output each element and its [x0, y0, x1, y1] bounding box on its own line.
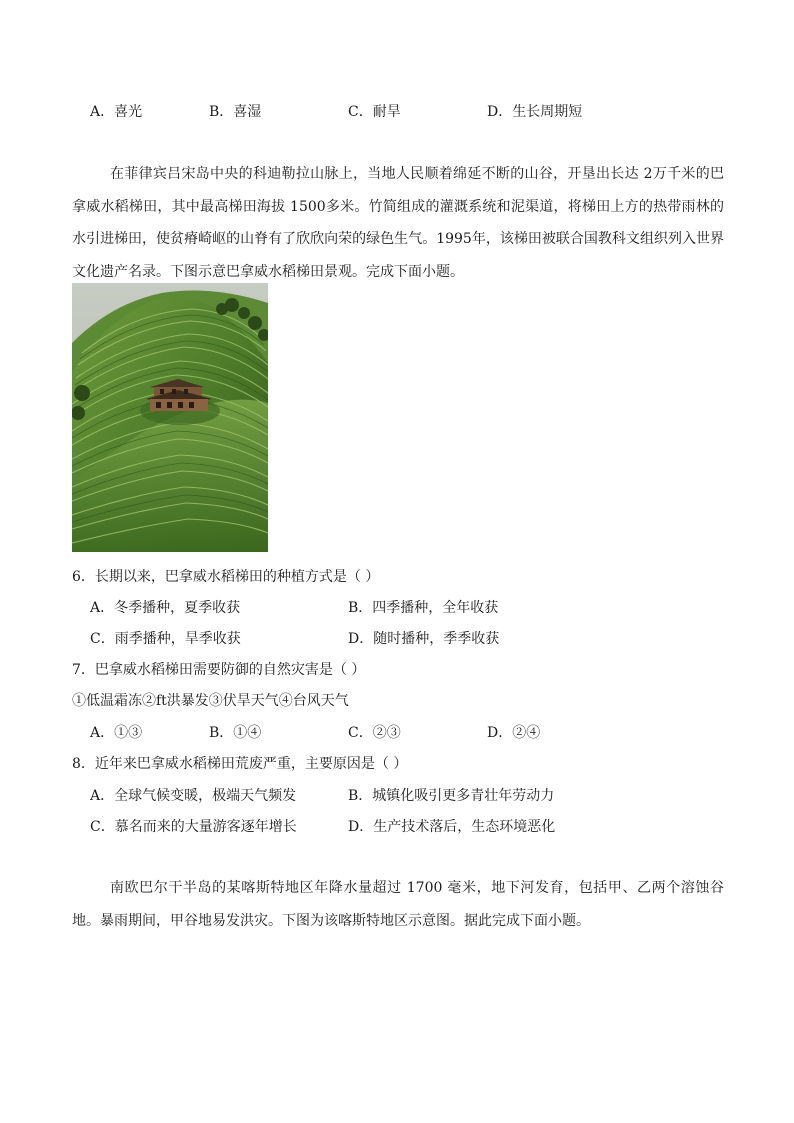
q6-option-c: C．雨季播种，旱季收获 — [90, 631, 241, 647]
q6-option-b: B．四季播种，全年收获 — [348, 600, 499, 616]
q6-option-d: D．随时播种，季季收获 — [348, 631, 500, 647]
q8-stem: 8．近年来巴拿威水稻梯田荒废严重，主要原因是（ ） — [72, 756, 408, 772]
q7-option-d: D．②④ — [487, 725, 541, 741]
q8-option-c: C．慕名而来的大量游客逐年增长 — [90, 819, 297, 835]
q5-option-b: B．喜湿 — [209, 104, 262, 120]
q8-option-b: B．城镇化吸引更多青壮年劳动力 — [348, 788, 555, 804]
passage-balkan-karst: 南欧巴尔干半岛的某喀斯特地区年降水量超过 1700 毫米，地下河发育，包括甲、乙两个溶蚀谷地。暴雨期间，甲谷地易发洪灾。下图为该喀斯特地区示意图。据此完成下面小题。 — [72, 880, 724, 929]
q7-option-c: C．②③ — [348, 725, 401, 741]
q8-option-d: D．生产技术落后，生态环境恶化 — [348, 819, 556, 835]
q6-option-a: A．冬季播种，夏季收获 — [90, 600, 241, 616]
q8-option-a: A．全球气候变暖，极端天气频发 — [90, 788, 297, 804]
q7-option-b: B．①④ — [209, 725, 262, 741]
q7-stem: 7．巴拿威水稻梯田需要防御的自然灾害是（ ） — [72, 662, 366, 678]
q7-option-a: A．①③ — [90, 725, 143, 741]
q5-option-c: C．耐旱 — [348, 104, 401, 120]
q5-option-a: A．喜光 — [90, 104, 143, 120]
q7-items: ①低温霜冻②ft洪暴发③伏旱天气④台风天气 — [72, 693, 349, 709]
q6-stem: 6．长期以来，巴拿威水稻梯田的种植方式是（ ） — [72, 569, 380, 585]
passage-banaue-terraces: 在菲律宾吕宋岛中央的科迪勒拉山脉上，当地人民顺着绵延不断的山谷，开垦出长达 2万千米的巴拿威水稻梯田，其中最高梯田海拔 1500多米。竹简组成的灌溉系统和泥渠道，将梯田上方的热带雨林的水引进梯田，使贫瘠崎岖的山脊有了欣欣向荣的绿色生气。1995年，该梯田被联合国教科文组织列入世界文化遗产名录。下图示意巴拿威水稻梯田景观。完成下面小题。 — [72, 166, 724, 280]
rice-terrace-photo — [72, 283, 268, 552]
q5-option-d: D．生长周期短 — [487, 104, 583, 120]
